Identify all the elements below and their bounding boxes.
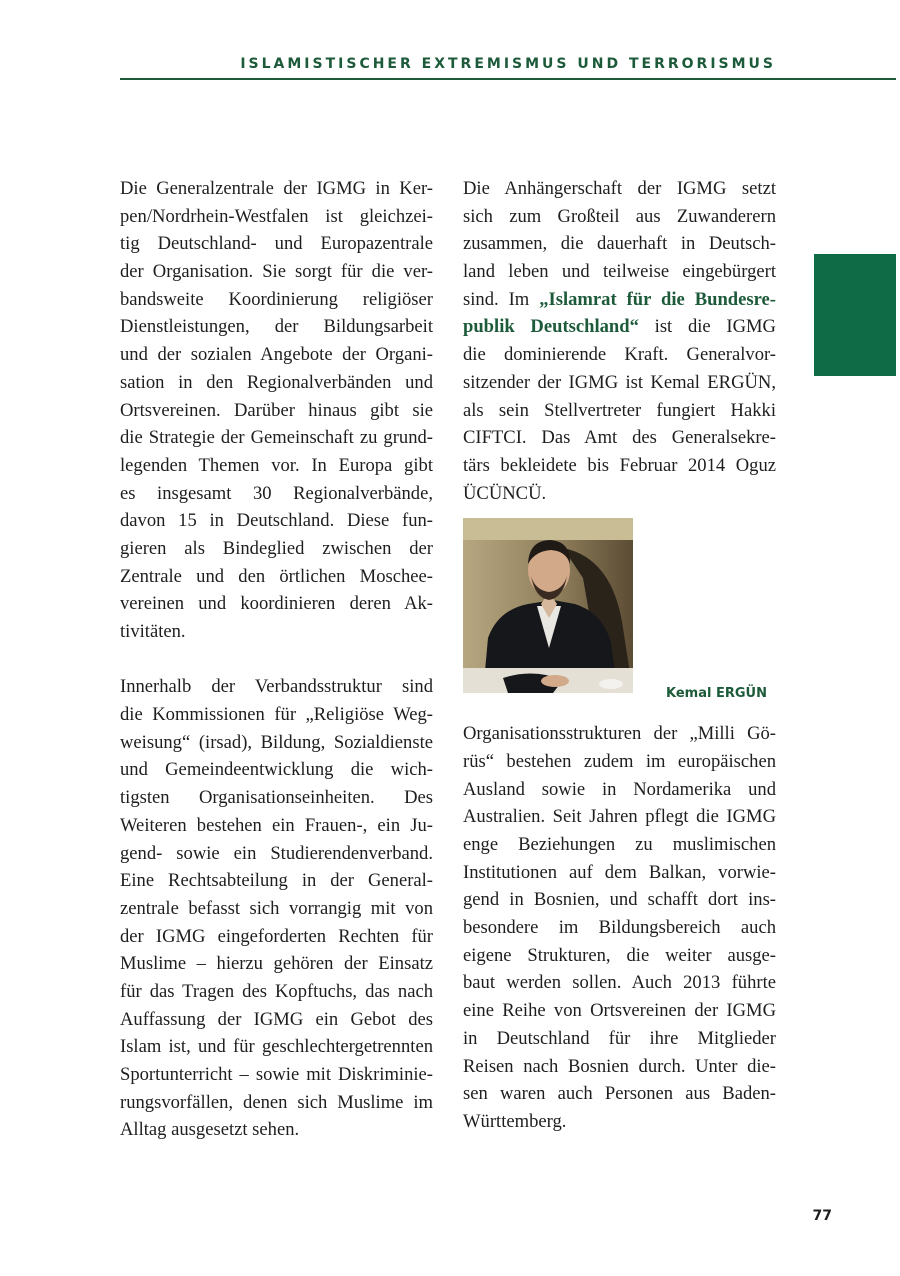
text-line: die dominierende Kraft. Generalvor- (463, 344, 776, 366)
text-line: Dienstleistungen, der Bildungsarbeit (120, 316, 433, 338)
text-line: in Deutschland für ihre Mitglieder (463, 1027, 776, 1049)
text-line: Alltag ausgesetzt sehen. (120, 1119, 300, 1141)
text-line: Sportunterricht – sowie mit Diskriminie- (120, 1064, 433, 1085)
text-line: Islam ist, und für geschlechtergetrennten (120, 1036, 433, 1058)
chapter-tab-marker (814, 254, 896, 376)
text-line: sich zum Großteil aus Zuwanderern (463, 205, 776, 227)
text-line: gend- sowie ein Studierendenverband. (120, 842, 433, 864)
text-line: Eine Rechtsabteilung in der General- (120, 870, 433, 892)
text-line: Zentrale und den örtlichen Moschee- (120, 565, 433, 587)
text-line: sitzender der IGMG ist Kemal ERGÜN, (463, 371, 776, 393)
text-line: Innerhalb der Verbandsstruktur sind (120, 676, 433, 698)
text-line: Ortsvereinen. Darüber hinaus gibt sie (120, 399, 433, 421)
paragraph-international (463, 720, 776, 1135)
islamrat-emphasis: „Islamrat für die Bundesre- (539, 288, 776, 310)
text-line: besondere im Bildungsbereich auch (463, 917, 776, 939)
text-line: weisung“ (irsad), Bildung, Sozialdienste (120, 731, 433, 753)
text-line: enge Beziehungen zu muslimischen (463, 834, 776, 855)
text-line: und der sozialen Angebote der Organi- (120, 344, 433, 366)
text-line: die Kommissionen für „Religiöse Weg- (120, 704, 433, 726)
left-column (120, 175, 433, 1144)
text-run: sind. Im (463, 288, 540, 310)
text-line: Die Anhängerschaft der IGMG setzt (463, 178, 776, 199)
text-line: es insgesamt 30 Regionalverbände, (120, 482, 433, 504)
text-line: der Organisation. Sie sorgt für die ver- (120, 261, 433, 283)
text-line: sen waren auch Personen aus Baden- (463, 1083, 776, 1105)
portrait-photo (463, 518, 633, 693)
paragraph-headquarters (120, 175, 433, 646)
paragraph-structure (120, 673, 433, 1144)
text-line: pen/Nordrhein-Westfalen ist gleichzei- (120, 205, 433, 227)
text-line: tig Deutschland- und Europazentrale (120, 233, 433, 255)
text-line: tigsten Organisationseinheiten. Des (120, 787, 433, 809)
text-line: legenden Themen vor. In Europa gibt (120, 454, 433, 476)
text-line: gend in Bosnien, und schafft dort ins- (463, 889, 776, 911)
text-line: sation in den Regionalverbänden und (120, 371, 433, 393)
text-line: Australien. Seit Jahren pflegt die IGMG (463, 806, 776, 828)
text-line: bandsweite Koordinierung religiöser (120, 288, 433, 310)
text-line: tivitäten. (120, 621, 186, 642)
text-run: ist die IGMG (638, 316, 776, 338)
text-line: Reisen nach Bosnien durch. Unter die- (463, 1055, 776, 1077)
text-line: Weiteren bestehen ein Frauen-, ein Ju- (120, 814, 433, 836)
text-line: die Strategie der Gemeinschaft zu grund- (120, 427, 433, 449)
text-line: rüs“ bestehen zudem im europäischen (463, 750, 776, 772)
text-line: und Gemeindeentwicklung die wich- (120, 759, 433, 781)
text-line: vereinen und koordinieren deren Ak- (120, 593, 433, 615)
text-line: zusammen, die dauerhaft in Deutsch- (463, 233, 776, 255)
text-line: Muslime – hierzu gehören der Einsatz (120, 953, 433, 975)
text-line: der IGMG eingeforderten Rechten für (120, 925, 433, 947)
text-line: baut werden sollen. Auch 2013 führte (463, 972, 776, 994)
photo-caption: Kemal ERGÜN (666, 686, 767, 702)
text-line: Württemberg. (463, 1110, 567, 1132)
text-line: ÜCÜNCÜ. (463, 482, 547, 504)
text-line: rungsvorfällen, denen sich Muslime im (120, 1091, 433, 1113)
text-line: gieren als Bindeglied zwischen der (120, 537, 433, 559)
text-line: land leben und teilweise eingebürgert (463, 261, 776, 283)
text-line: Auffassung der IGMG ein Gebot des (120, 1008, 433, 1030)
text-line-with-emphasis (463, 286, 776, 314)
text-line: CIFTCI. Das Amt des Generalsekre- (463, 427, 776, 449)
running-header (120, 56, 896, 80)
portrait-figure (463, 518, 776, 702)
text-line: als sein Stellvertreter fungiert Hakki (463, 399, 776, 421)
text-line: eine Reihe von Ortsvereinen der IGMG (463, 1000, 776, 1022)
text-line: davon 15 in Deutschland. Diese fun- (120, 510, 433, 532)
text-line: zentrale befasst sich vorrangig mit von (120, 897, 433, 919)
text-line: Organisationsstrukturen der „Milli Gö- (463, 723, 776, 745)
text-line: tärs bekleidete bis Februar 2014 Oguz (463, 454, 776, 476)
text-line: Die Generalzentrale der IGMG in Ker- (120, 178, 433, 199)
text-line: eigene Strukturen, die weiter ausge- (463, 944, 776, 966)
right-column (463, 175, 776, 1136)
paragraph-membership (463, 175, 776, 507)
text-line: Ausland sowie in Nordamerika und (463, 778, 776, 800)
text-line: Institutionen auf dem Balkan, vorwie- (463, 861, 776, 883)
running-header-title: ISLAMISTISCHER EXTREMISMUS UND TERRORISMUS (240, 56, 776, 72)
portrait-illustration (463, 518, 633, 693)
text-line: für das Tragen des Kopftuchs, das nach (120, 980, 433, 1002)
text-line-with-emphasis (463, 313, 776, 341)
page-number: 77 (812, 1208, 832, 1224)
islamrat-emphasis: publik Deutschland“ (463, 316, 639, 338)
